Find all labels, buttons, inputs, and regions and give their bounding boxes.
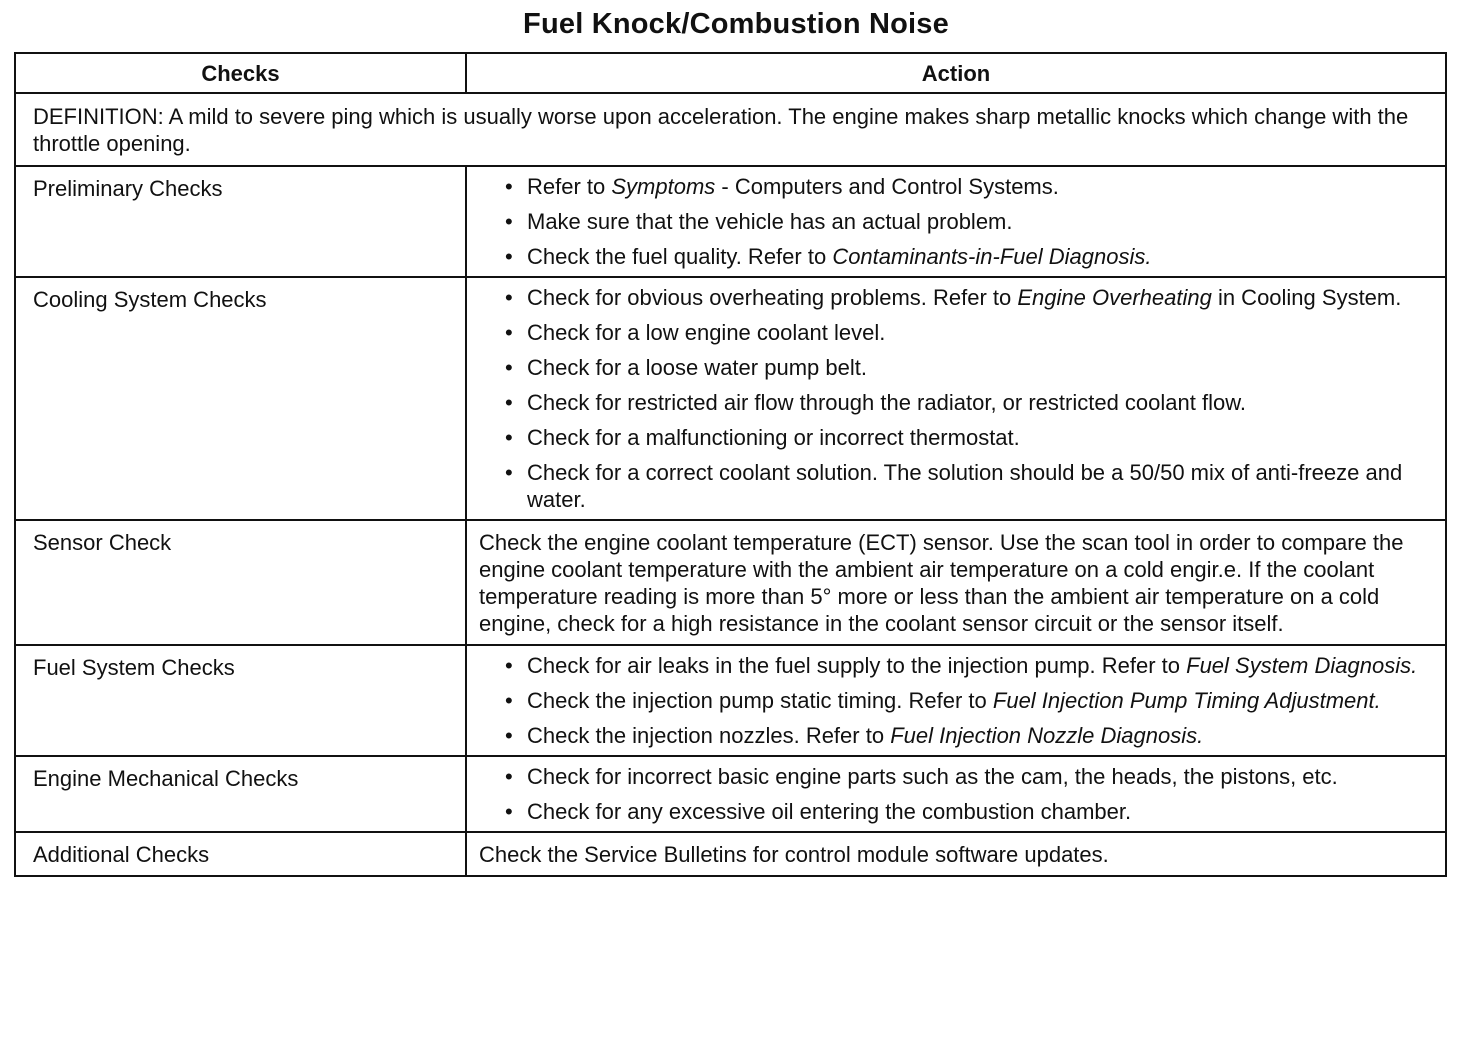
list-item: • Check for restricted air flow through the radiator, or restricted coolant flow. (505, 390, 1246, 415)
check-label-preliminary: Preliminary Checks (15, 166, 466, 277)
definition-text: DEFINITION: A mild to severe ping which is usually worse upon acceleration. The engine makes sharp metallic knocks which change with the throttle opening. (15, 93, 1446, 166)
bullet-icon: • (505, 320, 513, 345)
table-row (15, 756, 1446, 832)
list-item: • Refer to Symptoms - Computers and Control Systems. (505, 174, 1059, 199)
list-item: • Check for obvious overheating problems. Refer to Engine Overheating in Cooling System. (505, 285, 1402, 310)
table-row (15, 832, 1446, 876)
bullet-icon: • (505, 209, 513, 234)
bullet-icon: • (505, 244, 513, 269)
list-item: • Check for air leaks in the fuel supply to the injection pump. Refer to Fuel System Diagnosis. (505, 653, 1418, 678)
check-label-sensor: Sensor Check (15, 520, 466, 645)
bullet-icon: • (505, 285, 513, 310)
bullet-icon: • (505, 460, 513, 485)
bullet-icon: • (505, 355, 513, 380)
check-label-cooling: Cooling System Checks (15, 277, 466, 520)
check-label-fuel: Fuel System Checks (15, 645, 466, 756)
action-cell-cooling (466, 277, 1446, 520)
list-item: • Check for a malfunctioning or incorrect thermostat. (505, 425, 1020, 450)
list-item: • Check the fuel quality. Refer to Contaminants-in-Fuel Diagnosis. (505, 244, 1152, 269)
diagnostic-table (14, 52, 1447, 877)
checks-column-header: Checks (15, 53, 466, 93)
list-item: • Check for a low engine coolant level. (505, 320, 886, 345)
table-row (15, 645, 1446, 756)
action-cell-preliminary (466, 166, 1446, 277)
list-item: • Check the injection nozzles. Refer to Fuel Injection Nozzle Diagnosis. (505, 723, 1204, 748)
list-item: • Check for any excessive oil entering the combustion chamber. (505, 799, 1132, 824)
bullet-icon: • (505, 764, 513, 789)
table-row (15, 166, 1446, 277)
action-cell-fuel (466, 645, 1446, 756)
action-column-header: Action (466, 53, 1446, 93)
check-label-mechanical: Engine Mechanical Checks (15, 756, 466, 832)
table-row (15, 520, 1446, 645)
list-item: • Check for incorrect basic engine parts such as the cam, the heads, the pistons, etc. (505, 764, 1338, 789)
header-row (15, 53, 1446, 93)
list-item: • Check for a loose water pump belt. (505, 355, 867, 380)
table-row (15, 277, 1446, 520)
bullet-icon: • (505, 799, 513, 824)
bullet-icon: • (505, 723, 513, 748)
list-item: • Check for a correct coolant solution. The solution should be a 50/50 mix of anti-freeze and water. (505, 460, 1403, 512)
list-item: • Check the injection pump static timing. Refer to Fuel Injection Pump Timing Adjustment. (505, 688, 1381, 713)
page-title: Fuel Knock/Combustion Noise (523, 8, 949, 40)
definition-row (15, 93, 1446, 166)
action-cell-sensor: Check the engine coolant temperature (ECT) sensor. Use the scan tool in order to compare the engine coolant temperature with the ambient air temperature on a cold engir.e. If the coolant temperature reading is more than 5° more or less than the ambient air temperature on a cold engine, check for a high resistance in the coolant sensor circuit or the sensor itself. (466, 520, 1446, 645)
bullet-icon: • (505, 390, 513, 415)
bullet-icon: • (505, 688, 513, 713)
list-item: • Make sure that the vehicle has an actual problem. (505, 209, 1013, 234)
check-label-additional: Additional Checks (15, 832, 466, 876)
action-cell-mechanical (466, 756, 1446, 832)
bullet-icon: • (505, 653, 513, 678)
bullet-icon: • (505, 174, 513, 199)
action-cell-additional: Check the Service Bulletins for control module software updates. (466, 832, 1446, 876)
bullet-icon: • (505, 425, 513, 450)
